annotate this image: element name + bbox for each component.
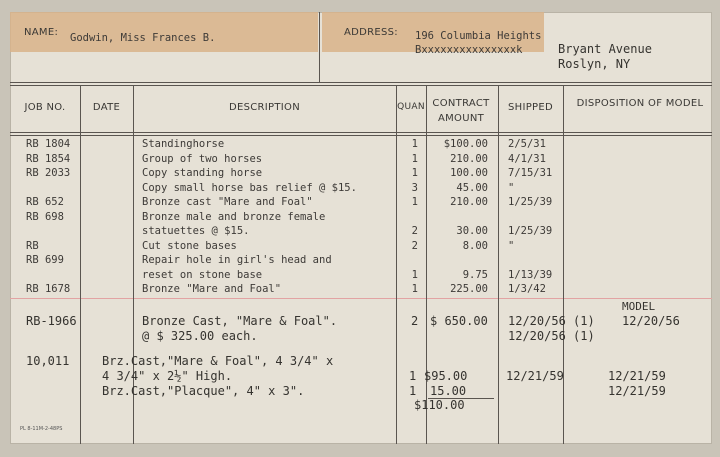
print-code: PL 8-11M-2-48PS <box>20 426 63 432</box>
address-line-1: Bryant Avenue <box>558 42 652 56</box>
col-contract: CONTRACT AMOUNT <box>432 98 490 124</box>
row-quan: 1 <box>411 268 418 281</box>
row-shipped: 2/5/31 <box>508 138 546 150</box>
row-amount: 225.00 <box>450 283 488 295</box>
amount-total: $110.00 <box>414 398 465 412</box>
rule-top-2 <box>10 85 712 86</box>
row-desc: statuettes @ $15. <box>142 225 250 237</box>
col-disposition: DISPOSITION OF MODEL <box>576 98 704 109</box>
row-shipped: " <box>508 239 515 252</box>
model-label: MODEL <box>622 300 656 313</box>
disp-1966: 12/20/56 <box>622 314 680 328</box>
red-rule <box>10 298 712 299</box>
disp-10011-a: 12/21/59 <box>608 369 666 383</box>
shipped-1966-b: 12/20/56 (1) <box>508 329 595 343</box>
rule-head <box>10 132 712 133</box>
row-job: RB 698 <box>26 210 64 223</box>
row-amount: 100.00 <box>450 167 488 179</box>
amount-1966: $ 650.00 <box>430 314 488 328</box>
quan-10011-b: 1 <box>409 384 417 398</box>
job-10011: 10,011 <box>26 354 70 368</box>
rule-top <box>10 82 712 83</box>
col-line-3 <box>396 85 397 444</box>
row-shipped: 1/25/39 <box>508 196 553 208</box>
row-desc: Standinghorse <box>142 138 225 150</box>
row-desc: Cut stone bases <box>142 239 237 252</box>
row-shipped: 4/1/31 <box>508 152 546 165</box>
desc-10011-c: Brz.Cast,"Placque", 4" x 3". <box>102 384 305 398</box>
col-line-4 <box>426 85 427 444</box>
row-shipped: 1/25/39 <box>508 225 553 237</box>
row-job: RB <box>26 239 39 252</box>
row-quan: 1 <box>411 167 418 179</box>
row-shipped: 7/15/31 <box>508 167 553 179</box>
col-line-1 <box>80 85 81 444</box>
row-quan: 2 <box>411 239 418 252</box>
row-desc: Group of two horses <box>142 152 263 165</box>
row-desc: Copy standing horse <box>142 167 263 179</box>
address-struck-2: Bxxxxxxxxxxxxxxxk <box>415 44 523 56</box>
address-label: ADDRESS: <box>344 27 398 38</box>
row-job: RB 1804 <box>26 138 71 150</box>
desc-10011-a: Brz.Cast,"Mare & Foal", 4 3/4" x <box>102 354 334 368</box>
row-amount: 210.00 <box>450 152 488 165</box>
row-quan: 1 <box>411 138 418 150</box>
row-job: RB 652 <box>26 196 64 208</box>
shipped-1966-a: 12/20/56 (1) <box>508 314 595 328</box>
row-quan: 2 <box>411 225 418 237</box>
row-quan: 1 <box>411 196 418 208</box>
desc-10011-b: 4 3/4" x 2½" High. <box>102 369 233 383</box>
col-line-5 <box>498 85 499 444</box>
col-line-6 <box>563 85 564 444</box>
row-amount: $100.00 <box>443 138 488 150</box>
address-struck-1: 196 Columbia Heights <box>415 30 542 42</box>
row-amount: 30.00 <box>456 225 488 237</box>
row-job: RB 1678 <box>26 283 71 295</box>
row-desc: Bronze cast "Mare and Foal" <box>142 196 313 208</box>
header-divider <box>319 12 320 82</box>
row-amount: 210.00 <box>450 196 488 208</box>
rule-head-2 <box>10 135 712 136</box>
quan-10011-a: 1 <box>409 369 417 383</box>
row-desc: Bronze male and bronze female <box>142 210 326 223</box>
address-line-2: Roslyn, NY <box>558 57 631 71</box>
name-label: NAME: <box>24 27 59 38</box>
row-shipped: " <box>508 181 515 194</box>
quan-1966: 2 <box>411 314 419 328</box>
row-job: RB 1854 <box>26 152 71 165</box>
job-1966: RB-1966 <box>26 314 77 328</box>
row-quan: 1 <box>411 152 418 165</box>
row-desc: Copy small horse bas relief @ $15. <box>142 181 357 194</box>
row-amount: 8.00 <box>462 239 488 252</box>
amount-10011-b: 15.00 <box>430 384 467 398</box>
row-amount: 45.00 <box>456 181 488 194</box>
col-quan: QUAN <box>397 102 425 112</box>
row-quan: 1 <box>411 283 418 295</box>
row-amount: 9.75 <box>462 268 488 281</box>
row-shipped: 1/13/39 <box>508 268 553 281</box>
row-desc: reset on stone base <box>142 268 263 281</box>
name-value: Godwin, Miss Frances B. <box>70 32 216 44</box>
col-job-no: JOB NO. <box>24 102 66 113</box>
row-quan: 3 <box>411 181 418 194</box>
amount-10011-a: $95.00 <box>424 369 468 383</box>
row-desc: Repair hole in girl's head and <box>142 254 332 266</box>
col-shipped: SHIPPED <box>508 102 553 113</box>
col-date: DATE <box>92 102 121 113</box>
row-job: RB 2033 <box>26 167 71 179</box>
row-desc: Bronze "Mare and Foal" <box>142 283 282 295</box>
record-card <box>10 12 712 444</box>
row-shipped: 1/3/42 <box>508 283 546 295</box>
col-description: DESCRIPTION <box>229 102 300 113</box>
desc-1966-b: @ $ 325.00 each. <box>142 329 258 343</box>
disp-10011-b: 12/21/59 <box>608 384 666 398</box>
desc-1966-a: Bronze Cast, "Mare & Foal". <box>142 314 338 328</box>
shipped-10011: 12/21/59 <box>506 369 564 383</box>
row-job: RB 699 <box>26 254 64 266</box>
